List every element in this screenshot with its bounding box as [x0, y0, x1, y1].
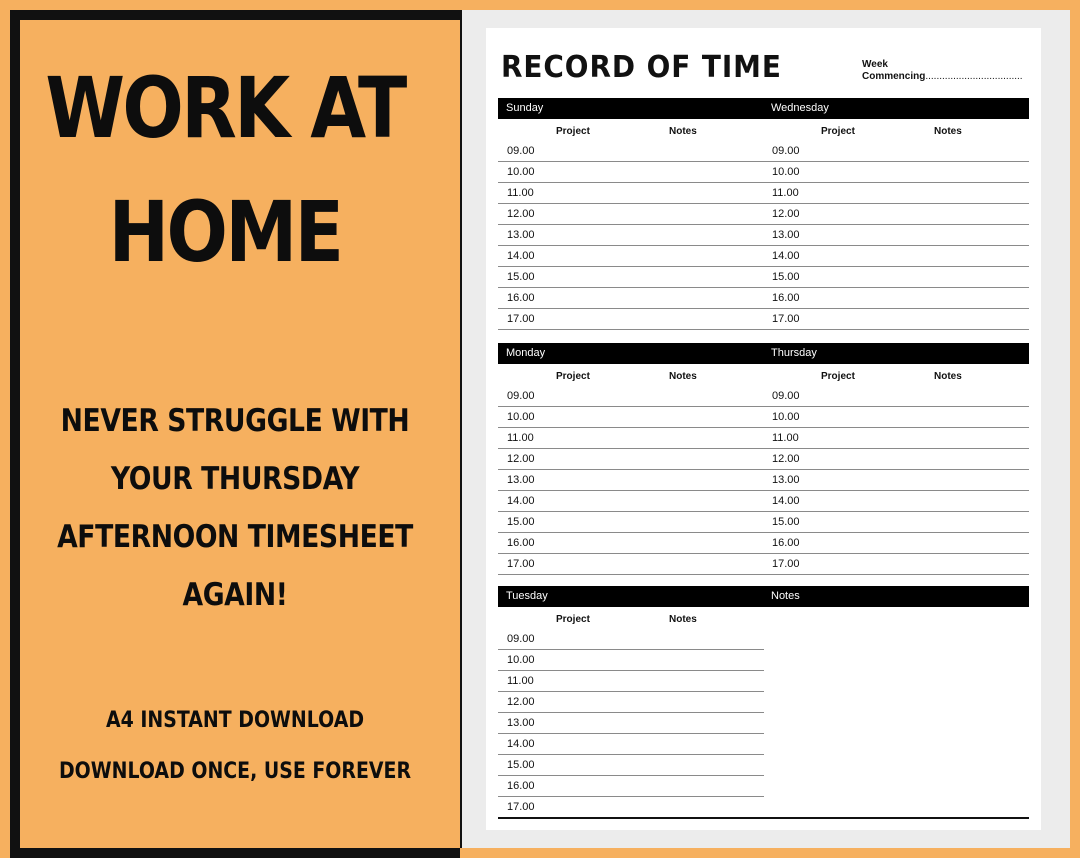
time-rows [763, 141, 1029, 330]
time-rows [498, 141, 764, 330]
time-row: 11.00 [498, 671, 764, 692]
time-row: 10.00 [763, 407, 1029, 428]
time-row: 14.00 [498, 246, 764, 267]
time-row: 13.00 [498, 713, 764, 734]
time-row: 12.00 [498, 449, 764, 470]
headline-line-2: HOME [108, 183, 342, 281]
time-row: 17.00 [498, 554, 764, 575]
time-row: 15.00 [498, 755, 764, 776]
use-forever-note: DOWNLOAD ONCE, USE FOREVER [58, 759, 412, 784]
time-row: 13.00 [498, 470, 764, 491]
week-label: Week [862, 59, 888, 70]
download-note: A4 INSTANT DOWNLOAD [105, 708, 365, 733]
week-commencing [862, 59, 1023, 83]
time-row: 14.00 [763, 491, 1029, 512]
time-row: 17.00 [498, 309, 764, 330]
time-row: 15.00 [763, 512, 1029, 533]
time-row: 09.00 [498, 629, 764, 650]
time-row: 16.00 [763, 533, 1029, 554]
day-header-bar [498, 343, 1029, 364]
time-rows [498, 386, 764, 575]
time-row: 12.00 [498, 692, 764, 713]
time-row: 13.00 [763, 225, 1029, 246]
time-row: 16.00 [498, 288, 764, 309]
notes-column-header: Notes [669, 371, 697, 382]
project-column-header: Project [821, 371, 855, 382]
time-row: 10.00 [498, 407, 764, 428]
time-row: 09.00 [498, 386, 764, 407]
time-row: 09.00 [763, 386, 1029, 407]
time-row: 17.00 [763, 554, 1029, 575]
time-row: 11.00 [763, 428, 1029, 449]
bottom-rule [498, 817, 1029, 819]
project-column-header: Project [556, 126, 590, 137]
project-column-header: Project [556, 371, 590, 382]
time-row: 15.00 [763, 267, 1029, 288]
time-row: 11.00 [763, 183, 1029, 204]
notes-column-header: Notes [669, 614, 697, 625]
day-label: Tuesday [506, 590, 548, 602]
time-row: 12.00 [763, 449, 1029, 470]
time-row: 10.00 [763, 162, 1029, 183]
project-column-header: Project [556, 614, 590, 625]
commencing-blank: ................................... [925, 71, 1023, 82]
tagline-line: NEVER STRUGGLE WITH [60, 403, 410, 439]
time-row: 16.00 [498, 776, 764, 797]
time-row: 14.00 [498, 491, 764, 512]
time-row: 15.00 [498, 267, 764, 288]
notes-label: Notes [771, 590, 800, 602]
notes-column-header: Notes [934, 126, 962, 137]
project-column-header: Project [821, 126, 855, 137]
time-row: 16.00 [498, 533, 764, 554]
time-row: 12.00 [763, 204, 1029, 225]
day-label: Sunday [506, 102, 544, 114]
day-header-bar [498, 98, 1029, 119]
time-rows [763, 386, 1029, 575]
time-row: 09.00 [498, 141, 764, 162]
time-row: 12.00 [498, 204, 764, 225]
time-rows [498, 629, 764, 818]
time-row: 17.00 [498, 797, 764, 818]
tagline-line: AFTERNOON TIMESHEET [57, 519, 413, 555]
time-row: 09.00 [763, 141, 1029, 162]
time-row: 17.00 [763, 309, 1029, 330]
time-row: 14.00 [763, 246, 1029, 267]
time-row: 10.00 [498, 162, 764, 183]
notes-column-header: Notes [669, 126, 697, 137]
tagline [42, 392, 429, 624]
time-row: 13.00 [763, 470, 1029, 491]
tagline-line: AGAIN! [182, 577, 288, 613]
time-row: 13.00 [498, 225, 764, 246]
time-row: 10.00 [498, 650, 764, 671]
time-row: 11.00 [498, 428, 764, 449]
time-row: 14.00 [498, 734, 764, 755]
day-label: Monday [506, 347, 546, 359]
day-label: Thursday [771, 347, 817, 359]
time-row: 11.00 [498, 183, 764, 204]
day-label: Wednesday [771, 102, 829, 114]
time-row: 16.00 [763, 288, 1029, 309]
headline-line-1: WORK AT [45, 59, 405, 157]
time-row: 15.00 [498, 512, 764, 533]
notes-column-header: Notes [934, 371, 962, 382]
document-title: RECORD OF TIME [501, 50, 782, 85]
day-header-bar [498, 586, 1029, 607]
commencing-label: Commencing [862, 71, 926, 82]
tagline-line: YOUR THURSDAY [110, 461, 360, 497]
